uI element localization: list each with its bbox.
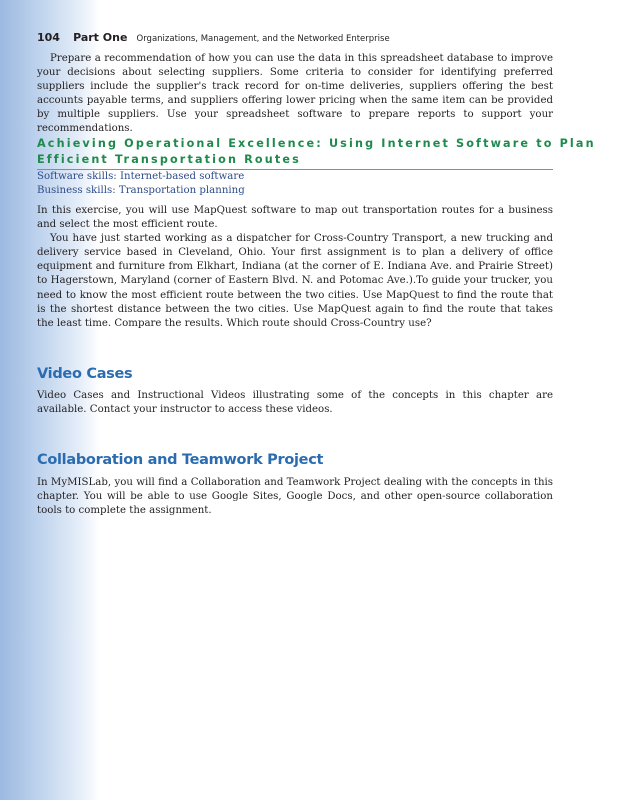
video-cases-heading: Video Cases <box>37 366 133 382</box>
page-number: 104 <box>37 31 60 44</box>
video-cases-body <box>37 389 553 417</box>
skills-block <box>37 170 553 198</box>
part-title: Organizations, Management, and the Networked Enterprise <box>136 34 390 44</box>
intro-paragraph: Prepare a recommendation of how you can use the data in this spreadsheet database to improve your decisions about selecting suppliers. Some criteria to consider for identifying preferred suppliers include the supplier's track record for on-time deliveries, suppliers offering the best accounts payable terms, and suppliers offering lower pricing when the same item can be provided by multiple suppliers. Use your spreadsheet software to prepare reports to support your recommendations. <box>37 53 553 135</box>
exercise-heading-line1: Achieving Operational Excellence: Using Internet Software to Plan <box>37 137 596 150</box>
collaboration-heading: Collaboration and Teamwork Project <box>37 452 324 468</box>
running-head <box>37 26 390 45</box>
business-skills: Business skills: Transportation planning <box>37 185 245 197</box>
exercise-body <box>37 204 553 331</box>
software-skills: Software skills: Internet-based software <box>37 171 245 182</box>
part-label: Part One <box>73 31 128 44</box>
intro-section <box>37 52 553 137</box>
collaboration-paragraph: In MyMISLab, you will find a Collaboration and Teamwork Project dealing with the concepts in this chapter. You will be able to use Google Sites, Google Docs, and other open-source collaboration tools to complete the assignment. <box>37 477 553 517</box>
exercise-heading <box>37 136 596 170</box>
exercise-paragraph-1: In this exercise, you will use MapQuest software to map out transportation routes for a business and select the most efficient route. <box>37 205 553 231</box>
exercise-heading-line2: Efficient Transportation Routes <box>37 152 301 166</box>
collaboration-body <box>37 476 553 518</box>
exercise-paragraph-2: You have just started working as a dispatcher for Cross-Country Transport, a new trucking and delivery service based in Cleveland, Ohio. Your first assignment is to plan a delivery of office equipment and furniture from Elkhart, Indiana (at the corner of E. Indiana Ave. and Prairie Street) to Hagerstown, Maryland (corner of Eastern Blvd. N. and Potomac Ave.).To guide your trucker, you need to know the most efficient route between the two cities. Use MapQuest to find the route that is the shortest distance between the two cities. Use MapQuest again to find the route that takes the least time. Compare the results. Which route should Cross-Country use? <box>37 233 553 329</box>
video-cases-paragraph: Video Cases and Instructional Videos illustrating some of the concepts in this chapter are available. Contact your instructor to access these videos. <box>37 390 553 416</box>
